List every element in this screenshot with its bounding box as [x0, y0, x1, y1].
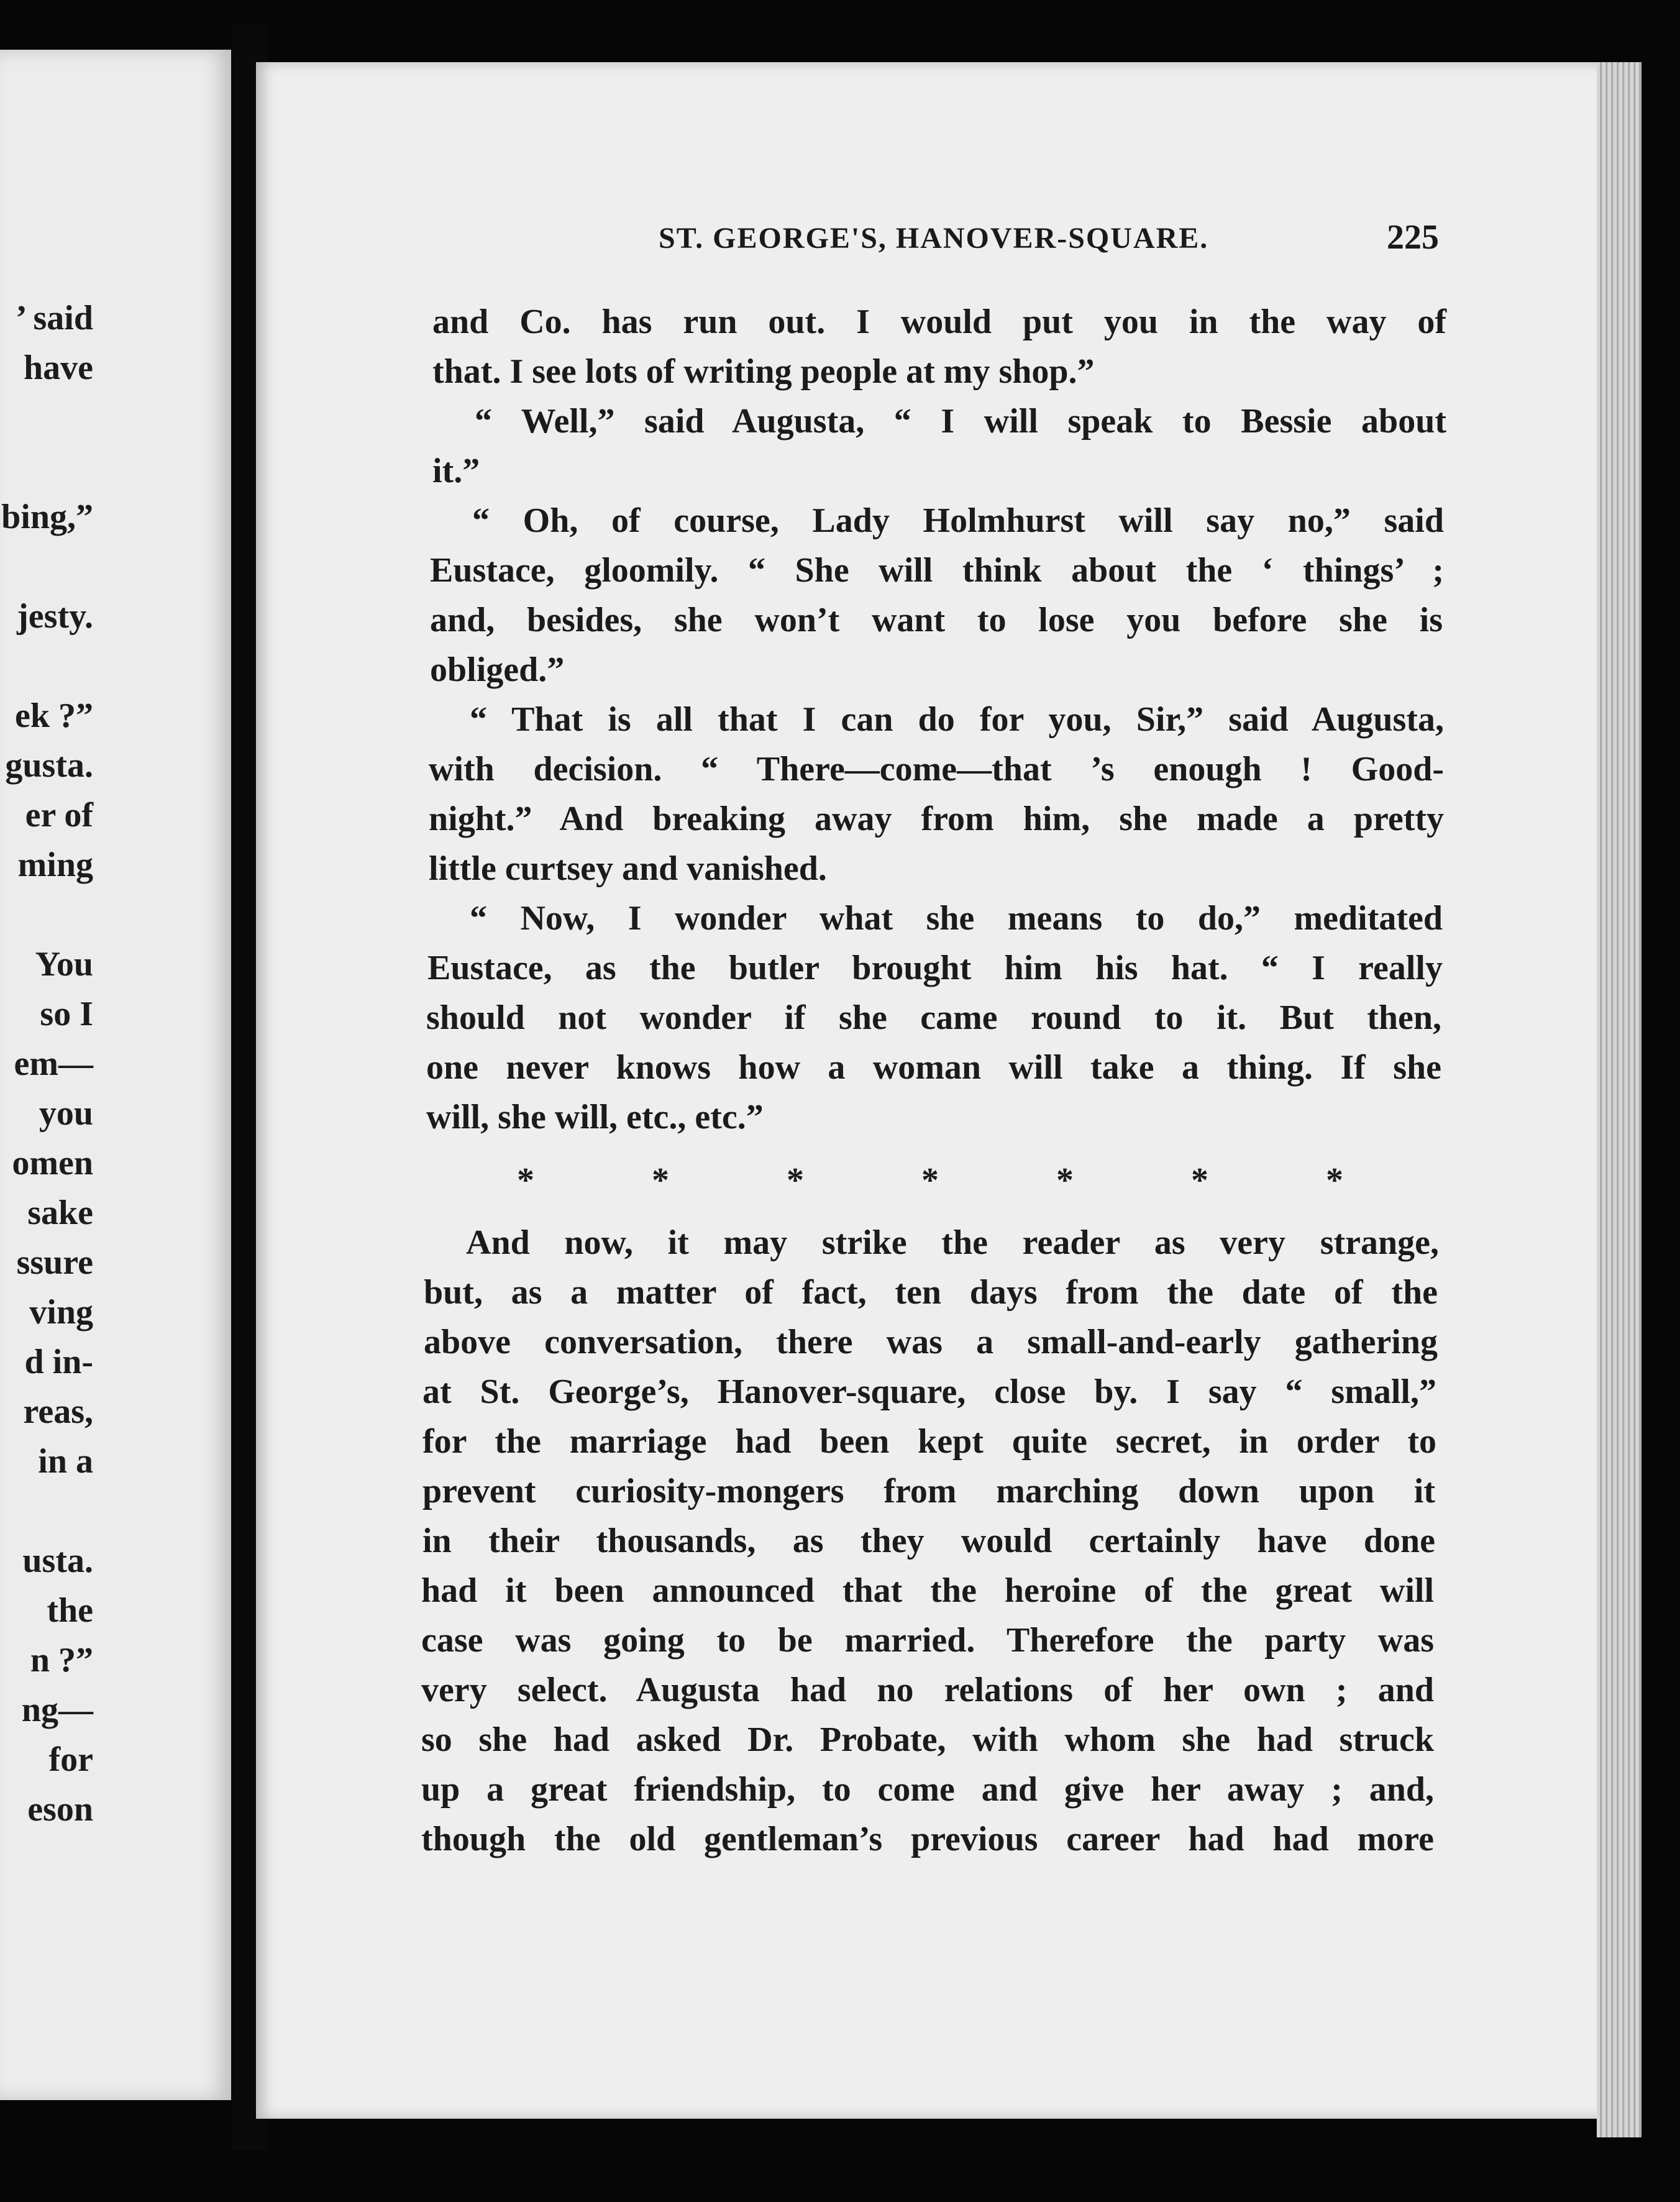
- body-line: up a great friendship, to come and give her away ; and,: [421, 1770, 1434, 1809]
- body-line: night.” And breaking away from him, she made a pretty: [429, 800, 1444, 838]
- body-line: Eustace, gloomily. “ She will think about the ‘ things’ ;: [430, 551, 1444, 590]
- body-line: case was going to be married. Therefore the party was: [421, 1621, 1434, 1660]
- body-line: but, as a matter of fact, ten days from the date of the: [424, 1273, 1438, 1312]
- left-fragment-line: reas,: [23, 1392, 93, 1431]
- left-fragment-line: ek ?”: [15, 697, 93, 735]
- page-number: 225: [1387, 218, 1439, 257]
- body-line: in their thousands, as they would certainly have done: [422, 1522, 1435, 1560]
- asterisk: *: [1191, 1161, 1208, 1200]
- page-edges: [1597, 62, 1641, 2137]
- body-line: it.”: [432, 452, 480, 490]
- body-line: prevent curiosity-mongers from marching down upon it: [422, 1472, 1435, 1510]
- left-fragment-line: ’ said: [16, 299, 93, 337]
- left-fragment-line: ng—: [21, 1691, 93, 1729]
- left-fragment-line: jesty.: [17, 597, 93, 636]
- body-line: very select. Augusta had no relations of her own ; and: [421, 1671, 1434, 1709]
- asterisk: *: [921, 1161, 939, 1200]
- left-fragment-line: er of: [25, 796, 93, 834]
- left-fragment-line: gusta.: [5, 746, 93, 785]
- left-fragment-line: you: [39, 1094, 93, 1133]
- body-line: Eustace, as the butler brought him his hat. “ I really: [427, 949, 1443, 987]
- body-line: little curtsey and vanished.: [429, 849, 827, 888]
- left-fragment-line: so I: [40, 995, 93, 1033]
- left-fragment-line: usta.: [22, 1542, 93, 1580]
- body-line: for the marriage had been kept quite secret, in order to: [422, 1422, 1436, 1461]
- body-line: and Co. has run out. I would put you in the way of: [432, 303, 1446, 341]
- body-line: above conversation, there was a small-and-early gathering: [424, 1323, 1438, 1361]
- left-fragment-line: d in-: [24, 1343, 93, 1381]
- body-line: obliged.”: [430, 651, 565, 689]
- left-fragment-line: omen: [12, 1144, 93, 1182]
- left-fragment-line: ssure: [16, 1243, 93, 1282]
- body-line: with decision. “ There—come—that ’s enough ! Good-: [429, 750, 1444, 788]
- left-fragment-line: ving: [29, 1293, 93, 1332]
- body-line: had it been announced that the heroine of the great will: [421, 1571, 1434, 1610]
- left-fragment-line: You: [35, 945, 93, 984]
- left-fragment-line: in a: [38, 1442, 93, 1481]
- body-line: one never knows how a woman will take a thing. If she: [426, 1048, 1441, 1087]
- asterisk: *: [517, 1161, 534, 1200]
- body-line: so she had asked Dr. Probate, with whom she had struck: [421, 1720, 1434, 1759]
- left-fragment-line: em—: [14, 1044, 93, 1083]
- asterisk: *: [1056, 1161, 1074, 1200]
- left-fragment-line: sake: [27, 1194, 93, 1232]
- asterisk: *: [1326, 1161, 1343, 1200]
- left-fragment-line: bing,”: [1, 498, 93, 536]
- left-fragment-line: n ?”: [30, 1641, 93, 1679]
- body-line: will, she will, etc., etc.”: [426, 1098, 764, 1136]
- body-line: that. I see lots of writing people at my shop.”: [432, 352, 1095, 391]
- body-line: “ Oh, of course, Lady Holmhurst will say no,” said: [472, 501, 1444, 540]
- body-line: and, besides, she won’t want to lose you before she is: [430, 601, 1443, 639]
- body-line: at St. George’s, Hanover-square, close by. I say “ small,”: [422, 1373, 1436, 1411]
- body-line: “ That is all that I can do for you, Sir,” said Augusta,: [470, 700, 1444, 739]
- left-fragment-line: have: [24, 349, 93, 387]
- body-line: “ Now, I wonder what she means to do,” meditated: [470, 899, 1443, 938]
- section-break: [517, 1161, 1343, 1200]
- previous-page-fragment: [0, 50, 231, 2100]
- asterisk: *: [787, 1161, 804, 1200]
- body-line: And now, it may strike the reader as very strange,: [466, 1223, 1439, 1262]
- left-fragment-line: the: [47, 1591, 93, 1630]
- left-fragment-line: eson: [27, 1790, 93, 1829]
- body-line: though the old gentleman’s previous career had had more: [421, 1820, 1434, 1858]
- running-head-title: ST. GEORGE'S, HANOVER-SQUARE.: [659, 222, 1209, 255]
- body-line: should not wonder if she came round to it. But then,: [426, 998, 1441, 1037]
- left-fragment-line: for: [48, 1740, 93, 1779]
- left-fragment-line: ming: [17, 846, 93, 884]
- body-line: “ Well,” said Augusta, “ I will speak to Bessie about: [475, 402, 1446, 441]
- asterisk: *: [652, 1161, 669, 1200]
